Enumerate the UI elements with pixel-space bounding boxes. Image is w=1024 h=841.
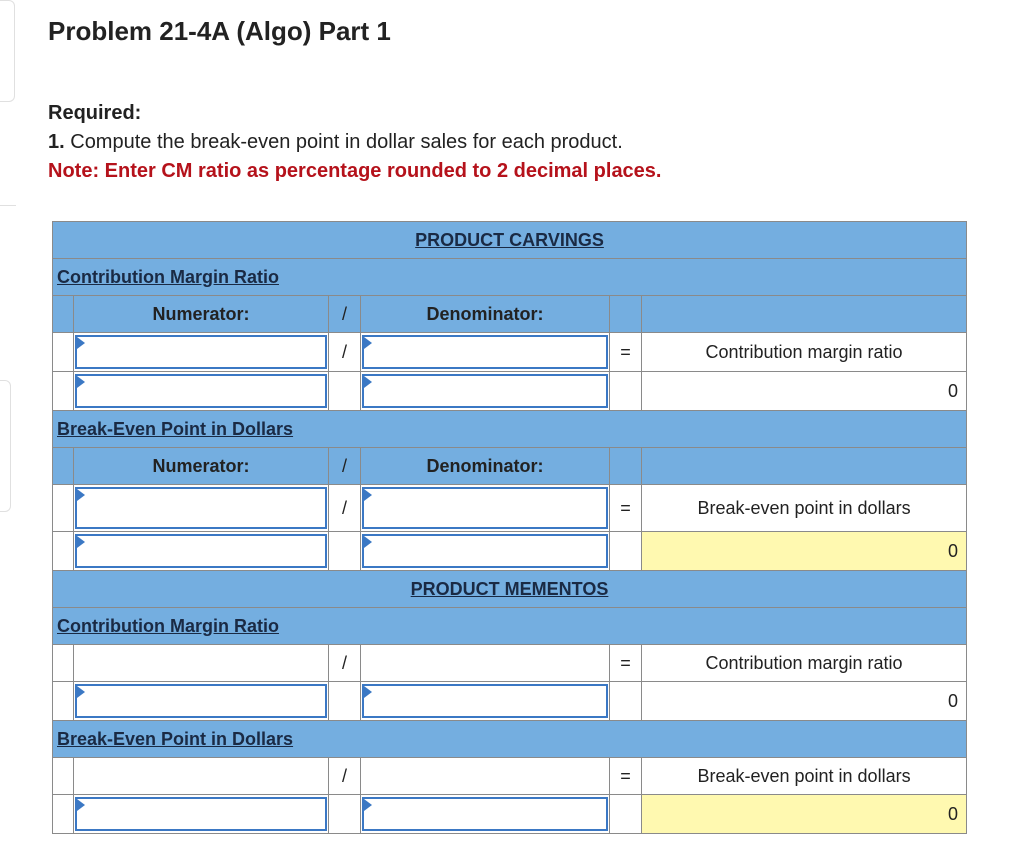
table-row [53,333,967,372]
blank-cell [329,532,361,571]
blank-cell [53,448,74,485]
numerator-header: Numerator: [74,296,329,333]
page-title: Problem 21-4A (Algo) Part 1 [48,16,391,46]
blank-cell [361,758,610,795]
table-row [53,532,967,571]
result-value: 0 [642,682,967,721]
blank-cell [610,532,642,571]
section-header-row [53,411,967,448]
mementos-cm-denominator-value-input[interactable] [362,684,608,718]
side-divider [0,205,16,206]
slash-operator: / [329,645,361,682]
result-label: Break-even point in dollars [642,758,967,795]
section-header-row [53,721,967,758]
denominator-input-cell [361,532,610,571]
denominator-input-cell [361,485,610,532]
result-label: Contribution margin ratio [642,333,967,372]
carvings-cm-denominator-input[interactable] [362,335,608,369]
numerator-input-cell [74,485,329,532]
blank-cell [53,372,74,411]
dropdown-marker-icon [364,337,372,349]
result-value-highlighted: 0 [642,795,967,834]
blank-cell [53,795,74,834]
denominator-input-cell [361,372,610,411]
section-header-row [53,608,967,645]
equals-operator: = [610,758,642,795]
equals-operator: = [610,485,642,532]
required-heading: Required: [48,102,142,124]
carvings-be-numerator-value-input[interactable] [75,534,327,568]
blank-cell [329,372,361,411]
denominator-input-cell [361,795,610,834]
slash-operator: / [329,758,361,795]
table-row [53,795,967,834]
table-row [53,372,967,411]
blank-cell [642,296,967,333]
table-row [53,485,967,532]
dropdown-marker-icon [77,489,85,501]
product-header-row [53,222,967,259]
denominator-input-cell [361,333,610,372]
blank-cell [329,682,361,721]
dropdown-marker-icon [77,799,85,811]
numerator-input-cell [74,795,329,834]
instructions [48,99,662,186]
slash-operator: / [329,333,361,372]
equals-operator: = [610,645,642,682]
blank-cell [610,682,642,721]
denominator-header: Denominator: [361,448,610,485]
slash-operator: / [329,485,361,532]
slash-header: / [329,296,361,333]
blank-cell [361,645,610,682]
product-header-row [53,571,967,608]
numerator-input-cell [74,682,329,721]
mementos-be-denominator-value-input[interactable] [362,797,608,831]
product-carvings-title: PRODUCT CARVINGS [53,222,967,259]
mementos-be-numerator-value-input[interactable] [75,797,327,831]
step-text: Compute the break-even point in dollar sales for each product. [64,131,623,153]
table-row [53,682,967,721]
dropdown-marker-icon [364,536,372,548]
carvings-be-denominator-value-input[interactable] [362,534,608,568]
be-section-title: Break-Even Point in Dollars [53,721,967,758]
numerator-input-cell [74,532,329,571]
carvings-be-denominator-input[interactable] [362,487,608,529]
side-tab-middle [0,380,11,512]
blank-cell [642,448,967,485]
denominator-header: Denominator: [361,296,610,333]
blank-cell [610,372,642,411]
table-row [53,758,967,795]
result-value-highlighted: 0 [642,532,967,571]
be-section-title: Break-Even Point in Dollars [53,411,967,448]
dropdown-marker-icon [364,489,372,501]
column-header-row [53,448,967,485]
blank-cell [53,532,74,571]
product-mementos-title: PRODUCT MEMENTOS [53,571,967,608]
carvings-cm-denominator-value-input[interactable] [362,374,608,408]
blank-cell [53,758,74,795]
dropdown-marker-icon [77,337,85,349]
carvings-be-numerator-input[interactable] [75,487,327,529]
side-tab-top [0,0,15,102]
dropdown-marker-icon [364,376,372,388]
blank-cell [74,645,329,682]
column-header-row [53,296,967,333]
blank-cell [53,485,74,532]
denominator-input-cell [361,682,610,721]
blank-cell [610,795,642,834]
note-text: Note: Enter CM ratio as percentage rounded to 2 decimal places. [48,160,662,182]
blank-cell [329,795,361,834]
dropdown-marker-icon [364,686,372,698]
dropdown-marker-icon [77,536,85,548]
blank-cell [610,296,642,333]
carvings-cm-numerator-input[interactable] [75,335,327,369]
section-header-row [53,259,967,296]
dropdown-marker-icon [77,376,85,388]
dropdown-marker-icon [77,686,85,698]
worksheet-table [52,221,967,834]
mementos-cm-numerator-value-input[interactable] [75,684,327,718]
equals-operator: = [610,333,642,372]
step-number: 1. [48,131,65,153]
blank-cell [53,645,74,682]
result-value: 0 [642,372,967,411]
carvings-cm-numerator-value-input[interactable] [75,374,327,408]
table-row [53,645,967,682]
blank-cell [53,682,74,721]
dropdown-marker-icon [364,799,372,811]
result-label: Break-even point in dollars [642,485,967,532]
blank-cell [53,333,74,372]
numerator-input-cell [74,372,329,411]
cm-section-title: Contribution Margin Ratio [53,608,967,645]
numerator-header: Numerator: [74,448,329,485]
blank-cell [74,758,329,795]
cm-section-title: Contribution Margin Ratio [53,259,967,296]
blank-cell [53,296,74,333]
blank-cell [610,448,642,485]
slash-header: / [329,448,361,485]
numerator-input-cell [74,333,329,372]
step-line [48,128,662,157]
result-label: Contribution margin ratio [642,645,967,682]
